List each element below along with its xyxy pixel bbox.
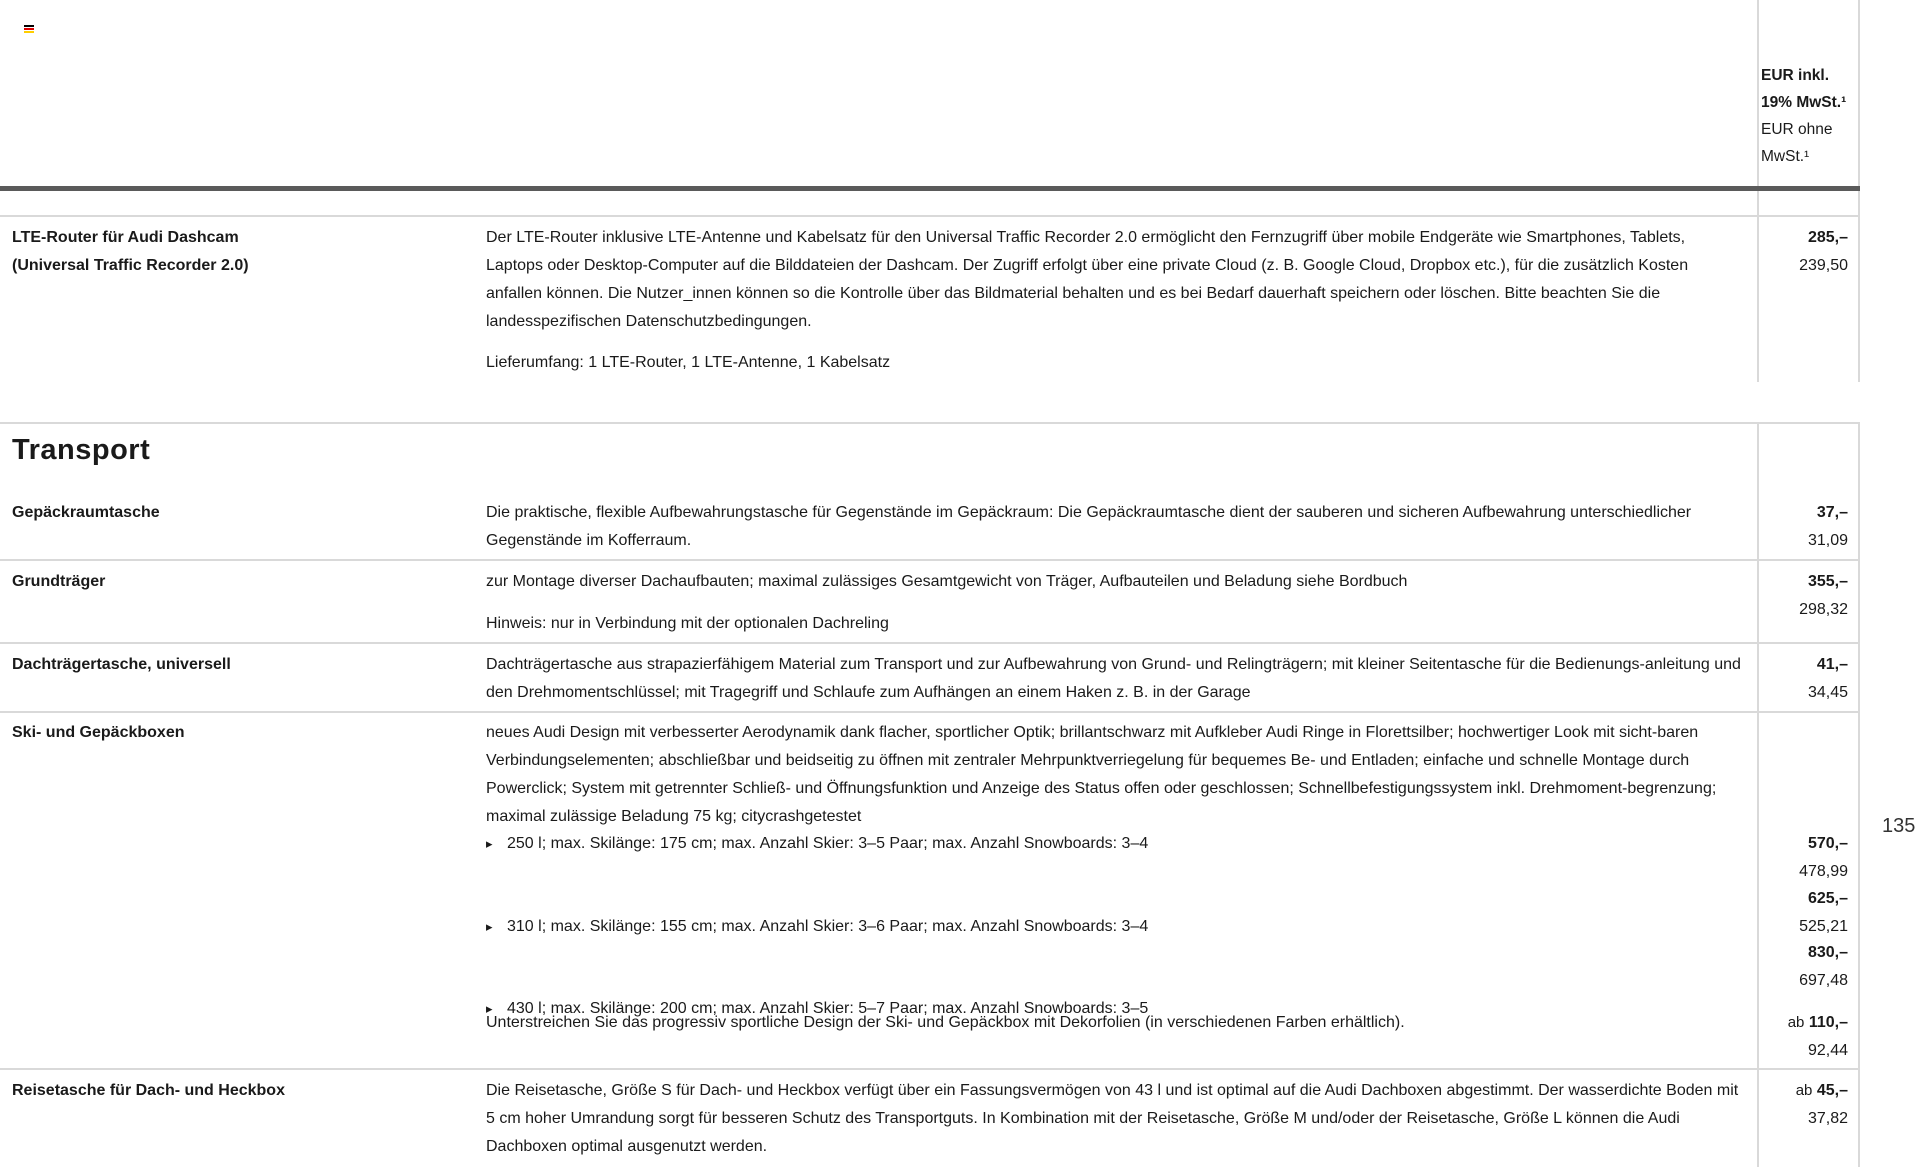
row-divider xyxy=(0,1068,1860,1070)
page-number: 135 xyxy=(1882,815,1916,837)
item-desc-reisetasche: Die Reisetasche, Größe S für Dach- und Heckbox verfügt über ein Fassungsvermögen von 43 l und ist optimal auf die Audi Dachboxen abgestimmt. Der wasserdichte Boden mit 5 cm hoher Umrandung sorgt für besseren Schutz des Transportguts. In Kombination mit der Reisetasche, Größe M und/oder der Reisetasche, Größe L können die Audi Dachboxen optimal ausgenutzt werden. xyxy=(486,1082,1739,1155)
skibox-option-250: ▸ 250 l; max. Skilänge: 175 cm; max. Anzahl Skier: 3–5 Paar; max. Anzahl Snowboards: 3–4 xyxy=(486,830,1767,858)
item-desc-gepaeckraumtasche: Die praktische, flexible Aufbewahrungstasche für Gegenstände im Gepäckraum: Die Gepäckraumtasche dient der sauberen und sicheren Aufbewahrung unterschiedlicher Gegenstände im Kofferraum. xyxy=(486,504,1692,549)
skibox-price-dekorfolien: ab 110,– 92,44 xyxy=(1787,1014,1848,1059)
item-price-gepaeckraumtasche: 37,– 31,09 xyxy=(1807,504,1848,549)
row-divider xyxy=(0,711,1860,713)
skibox-price-250: 570,– 478,99 xyxy=(1799,835,1848,880)
item-name-grundtraeger: Grundträger xyxy=(12,573,106,590)
price-column-left-rule xyxy=(1757,0,1759,382)
skibox-option-430: ▸ 430 l; max. Skilänge: 200 cm; max. Anzahl Skier: 5–7 Paar; max. Anzahl Snowboards: 3–5 xyxy=(486,995,1767,1023)
item-price-lte-router: 285,– 239,50 xyxy=(1799,229,1848,274)
item-desc-skiboxen: neues Audi Design mit verbesserter Aerodynamik dank flacher, sportlicher Optik; brillantschwarz mit Aufkleber Audi Ringe in Florettsilber; hochwertiger Look mit sicht-baren Verbindungselementen; abschließbar und beidseitig zu öffnen mit zentraler Mehrpunktverriegelung für bequemes Be- und Entladen; einfache und schnelle Montage durch Powerclick; System mit getrennter Schließ- und Öffnungsfunktion und Anzeige des Status offen oder geschlossen; Schnellbefestigungssystem inkl. Drehmoment-begrenzung; maximal zulässige Beladung 75 kg; citycrashgetestet xyxy=(486,724,1717,825)
skibox-option-310: ▸ 310 l; max. Skilänge: 155 cm; max. Anzahl Skier: 3–6 Paar; max. Anzahl Snowboards: 3–4 xyxy=(486,913,1767,941)
skibox-price-310: 625,– 525,21 xyxy=(1799,890,1848,935)
item-name-gepaeckraumtasche: Gepäckraumtasche xyxy=(12,504,160,521)
price-column-right-rule xyxy=(1858,0,1860,382)
skibox-price-430: 830,– 697,48 xyxy=(1799,944,1848,989)
language-flag-icon[interactable] xyxy=(24,25,34,33)
price-column-right-rule-2 xyxy=(1858,422,1860,1167)
section-title: Transport xyxy=(12,434,151,466)
item-name-lte-router: LTE-Router für Audi Dashcam (Universal Traffic Recorder 2.0) xyxy=(12,229,249,274)
item-name-skiboxen: Ski- und Gepäckboxen xyxy=(12,724,185,741)
item-name-dachtraegertasche: Dachträgertasche, universell xyxy=(12,656,231,673)
row-divider xyxy=(0,215,1860,217)
skibox-dekorfolien: Unterstreichen Sie das progressiv sportliche Design der Ski- und Gepäckbox mit Dekorfolien (in verschiedenen Farben erhältlich). xyxy=(486,1014,1405,1031)
item-price-dachtraegertasche: 41,– 34,45 xyxy=(1807,656,1848,701)
item-desc-dachtraegertasche: Dachträgertasche aus strapazierfähigem Material zum Transport und zur Aufbewahrung von Grund- und Relingträgern; mit kleiner Seitentasche für die Bedienungs-anleitung und den Drehmomentschlüssel; mit Tragegriff und Schlaufe zum Aufhängen an einem Haken z. B. in der Garage xyxy=(486,656,1741,701)
item-name-reisetasche: Reisetasche für Dach- und Heckbox xyxy=(12,1082,285,1099)
price-column-header: EUR inkl. 19% MwSt.¹ EUR ohne MwSt.¹ xyxy=(1761,67,1847,165)
item-desc-grundtraeger: zur Montage diverser Dachaufbauten; maximal zulässiges Gesamtgewicht von Träger, Aufbauteilen und Beladung siehe Bordbuch Hinweis: nur in Verbindung mit der optionalen Dachreling xyxy=(486,573,1408,632)
section-divider xyxy=(0,422,1860,424)
item-price-grundtraeger: 355,– 298,32 xyxy=(1799,573,1848,618)
item-desc-lte-router: Der LTE-Router inklusive LTE-Antenne und Kabelsatz für den Universal Traffic Recorder 2.0 ermöglicht den Fernzugriff über mobile Endgeräte wie Smartphones, Tablets, Laptops oder Desktop-Computer auf die Bilddateien der Dashcam. Der Zugriff erfolgt über eine private Cloud (z. B. Google Cloud, Dropbox etc.), für die zusätzlich Kosten anfallen können. Die Nutzer_innen können so die Kontrolle über das Bildmaterial behalten und es bei Bedarf dauerhaft speichern oder löschen. Bitte beachten Sie die landesspezifischen Datenschutzbedingungen. Lieferumfang: 1 LTE-Router, 1 LTE-Antenne, 1 Kabelsatz xyxy=(486,229,1689,371)
item-price-reisetasche: ab 45,– 37,82 xyxy=(1795,1082,1848,1127)
row-divider xyxy=(0,642,1860,644)
header-rule xyxy=(0,186,1860,191)
row-divider xyxy=(0,559,1860,561)
